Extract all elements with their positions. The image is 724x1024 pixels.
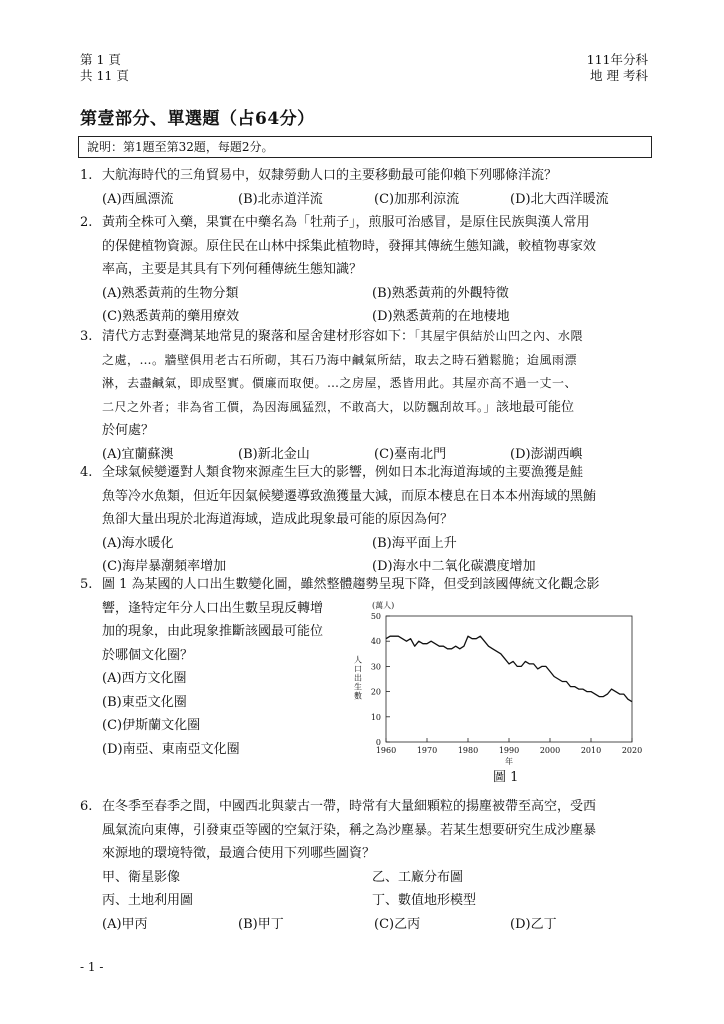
y-axis-label-char: 生 [354, 682, 362, 692]
item-bing: 丙、土地利用圖 [102, 893, 194, 908]
question-3 [80, 325, 670, 466]
question-number: 3. [80, 329, 93, 344]
option-a: (A)宜蘭蘇澳 [102, 446, 174, 462]
question-line: 於哪個文化圈？ [102, 647, 194, 663]
exam-name: 地 理 考科 [590, 68, 648, 83]
x-tick-label: 2000 [539, 746, 561, 755]
exam-year-subject: 111年分科 [586, 52, 648, 67]
question-line: 率高，主要是其具有下列何種傳統生態知識？ [102, 262, 363, 277]
instructions-text: 說明：第1題至第32題，每題2分。 [87, 140, 274, 154]
option-b: (B)甲丁 [238, 916, 284, 932]
option-a: (A)西方文化圈 [102, 671, 187, 686]
question-tail: 該地最可能位 [496, 399, 575, 415]
option-a: (A)熟悉黃荊的生物分類 [102, 285, 239, 301]
figure-caption: 圖 1 [493, 770, 519, 785]
y-tick-label: 10 [370, 712, 381, 722]
total-pages-label: 共 11 頁 [80, 68, 129, 83]
item-yi: 乙、工廠分布圖 [372, 869, 464, 885]
x-tick-label: 1970 [416, 746, 438, 755]
option-b: (B)海平面上升 [372, 535, 457, 551]
y-tick-label: 0 [375, 738, 381, 747]
question-1 [80, 164, 660, 211]
question-line: 魚等冷水魚類，但近年因氣候變遷導致漁獲量大減，而原本棲息在日本本州海域的黑鮪 [102, 488, 597, 504]
quote-line: 二尺之外者；非為省工價，為因海風猛烈，不敢高大，以防飄刮故耳。」 [102, 399, 497, 414]
option-b: (B)新北金山 [238, 446, 310, 462]
item-ding: 丁、數值地形模型 [372, 893, 477, 908]
option-b: (B)北赤道洋流 [238, 191, 323, 207]
x-tick-label: 1990 [498, 746, 520, 755]
option-c: (C)熟悉黃荊的藥用療效 [102, 309, 240, 324]
question-text: 大航海時代的三角貿易中，奴隸勞動人口的主要移動最可能仰賴下列哪條洋流？ [102, 168, 558, 183]
option-d: (D)熟悉黃荊的在地棲地 [372, 309, 510, 324]
question-line: 於何處？ [102, 423, 155, 438]
x-tick-label: 2020 [621, 746, 643, 755]
option-c: (C)伊斯蘭文化圈 [102, 718, 201, 733]
option-d: (D)澎湖西嶼 [510, 446, 583, 462]
birth-count-line [386, 636, 632, 702]
question-2 [80, 211, 670, 329]
page-number: - 1 - [80, 960, 104, 974]
option-c: (C)加那利涼流 [374, 191, 460, 207]
quote-line: 之處，…。牆壁俱用老古石所砌，其石乃海中鹹氣所結，取去之時石猶鬆脆；迨風雨漂 [102, 352, 578, 367]
question-line: 在冬季至春季之間，中國西北與蒙古一帶，時常有大量細顆粒的揚塵被帶至高空，受西 [102, 799, 597, 814]
question-intro: 清代方志對臺灣某地常見的聚落和屋舍建材形容如下： [102, 329, 415, 344]
y-axis-label-char: 人 [354, 655, 362, 665]
instructions-box [78, 136, 652, 158]
items-row [102, 866, 670, 890]
option-b: (B)東亞文化圈 [102, 694, 187, 710]
question-line: 風氣流向東傳，引發東亞等國的空氣汙染，稱之為沙塵暴。若某生想要研究生成沙塵暴 [102, 822, 597, 838]
y-tick-label: 30 [370, 662, 381, 672]
y-unit-label: (萬人) [372, 601, 395, 610]
question-line: 響，逢特定年分人口出生數呈現反轉增 [102, 600, 324, 616]
x-tick-label: 2010 [580, 746, 602, 755]
question-line: 來源地的環境特徵，最適合使用下列哪些圖資？ [102, 846, 376, 861]
x-tick-label: 1980 [457, 746, 479, 755]
question-line: 全球氣候變遷對人類食物來源產生巨大的影響，例如日本北海道海域的主要漁獲是鮭 [102, 465, 584, 480]
question-6 [80, 795, 670, 936]
question-number: 6. [80, 799, 93, 814]
option-a: (A)甲丙 [102, 916, 148, 932]
question-line [102, 325, 670, 349]
option-c: (C)海岸暴潮頻率增加 [102, 559, 227, 574]
options-row [102, 532, 670, 556]
option-a: (A)海水暖化 [102, 535, 174, 551]
options-row [102, 282, 670, 306]
question-line: 魚卻大量出現於北海道海域，造成此現象最可能的原因為何？ [102, 512, 454, 527]
question-line [102, 396, 670, 420]
plot-frame [386, 616, 632, 742]
y-axis-label-char: 出 [354, 673, 362, 683]
question-4 [80, 461, 670, 579]
option-d: (D)乙丁 [510, 916, 557, 932]
quote-line: 「其屋宇俱結於山凹之內、水隈 [414, 329, 584, 343]
options-row [102, 188, 660, 212]
section-title: 第壹部分、單選題（占64分） [80, 109, 315, 129]
question-number: 4. [80, 465, 93, 480]
x-axis-label: 年 [505, 757, 513, 766]
question-line: 黃荊全株可入藥，果實在中藥名為「牡荊子」，煎服可治感冒，是原住民族與漢人常用 [102, 215, 590, 230]
x-tick-label: 1960 [375, 746, 397, 755]
option-d: (D)海水中二氧化碳濃度增加 [372, 559, 536, 574]
option-d: (D)北大西洋暖流 [510, 191, 609, 207]
question-number: 1. [80, 168, 93, 183]
option-d: (D)南亞、東南亞文化圈 [102, 741, 240, 757]
quote-line: 淋，去盡鹹氣，即成堅實。價廉而取便。…之房屋，悉皆用此。其屋亦高不過一丈一、 [102, 376, 578, 390]
item-jia: 甲、衛星影像 [102, 869, 181, 885]
y-tick-label: 20 [370, 687, 381, 697]
page-label: 第 1 頁 [80, 52, 121, 67]
question-line: 圖 1 為某國的人口出生數變化圖，雖然整體趨勢呈現下降，但受到該國傳統文化觀念影 [102, 577, 600, 592]
items-row [102, 889, 670, 913]
birth-count-chart [340, 596, 650, 768]
question-number: 2. [80, 215, 93, 230]
option-c: (C)乙丙 [374, 916, 421, 932]
option-b: (B)熟悉黃荊的外觀特徵 [372, 285, 509, 301]
question-line: 的保健植物資源。原住民在山林中採集此植物時，發揮其傳統生態知識，較植物專家效 [102, 238, 597, 254]
option-c: (C)臺南北門 [374, 446, 447, 462]
y-axis-label-char: 口 [354, 664, 362, 674]
y-tick-label: 50 [370, 612, 381, 621]
question-number: 5. [80, 577, 93, 592]
y-tick-label: 40 [370, 637, 381, 647]
y-axis-label-char: 數 [354, 691, 362, 701]
options-row [102, 913, 670, 937]
question-line: 加的現象，由此現象推斷該國最可能位 [102, 624, 324, 639]
option-a: (A)西風漂流 [102, 191, 174, 207]
